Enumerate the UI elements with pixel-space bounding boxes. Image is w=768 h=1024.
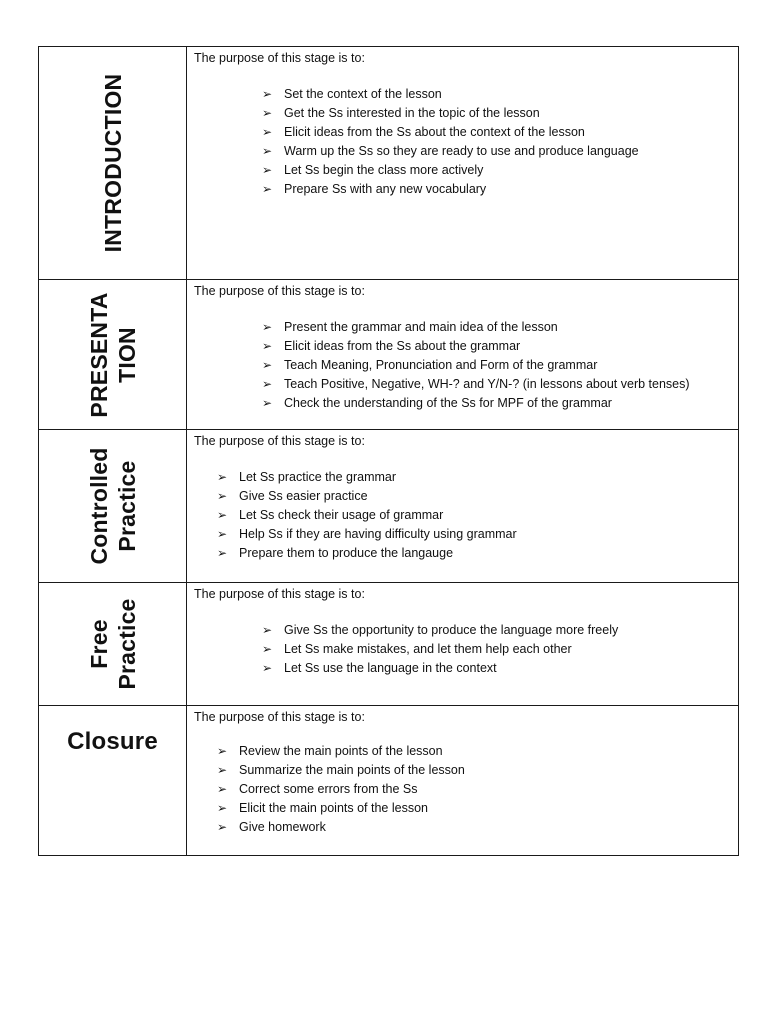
purpose-list	[262, 621, 618, 678]
list-item-text: Help Ss if they are having difficulty using grammar	[239, 527, 517, 541]
list-item-text: Review the main points of the lesson	[239, 744, 443, 758]
list-item-text: Let Ss use the language in the context	[284, 661, 497, 675]
stage-row-introduction	[39, 47, 739, 280]
list-item-text: Prepare them to produce the langauge	[239, 546, 454, 560]
arrowhead-bullet-icon: ➢	[262, 339, 273, 353]
list-item	[262, 621, 618, 640]
stage-label-line: Closure	[67, 728, 158, 755]
list-item-text: Warm up the Ss so they are ready to use and produce language	[284, 144, 639, 158]
list-item	[217, 818, 465, 837]
list-item	[262, 180, 639, 199]
arrowhead-bullet-icon: ➢	[262, 87, 273, 101]
list-item-text: Set the context of the lesson	[284, 87, 442, 101]
stage-label-cell	[39, 706, 187, 856]
list-item-text: Get the Ss interested in the topic of the lesson	[284, 106, 540, 120]
purpose-heading: The purpose of this stage is to:	[194, 587, 365, 601]
list-item	[217, 742, 465, 761]
list-item-text: Correct some errors from the Ss	[239, 782, 418, 796]
list-item	[217, 780, 465, 799]
arrowhead-bullet-icon: ➢	[217, 782, 228, 796]
stage-label-line: TION	[113, 326, 140, 383]
arrowhead-bullet-icon: ➢	[262, 358, 273, 372]
list-item	[217, 799, 465, 818]
arrowhead-bullet-icon: ➢	[262, 661, 273, 675]
list-item-text: Give homework	[239, 820, 326, 834]
stage-label-line: INTRODUCTION	[99, 73, 126, 253]
arrowhead-bullet-icon: ➢	[262, 396, 273, 410]
arrowhead-bullet-icon: ➢	[217, 546, 228, 560]
arrowhead-bullet-icon: ➢	[262, 642, 273, 656]
list-item-text: Let Ss practice the grammar	[239, 470, 397, 484]
list-item	[262, 85, 639, 104]
lesson-stages-table	[38, 46, 739, 856]
list-item	[217, 468, 517, 487]
arrowhead-bullet-icon: ➢	[217, 489, 228, 503]
list-item	[262, 356, 690, 375]
stage-label-cell	[39, 280, 187, 430]
list-item	[262, 394, 690, 413]
stage-row-presentation	[39, 280, 739, 430]
arrowhead-bullet-icon: ➢	[262, 182, 273, 196]
stage-content-cell	[187, 47, 739, 280]
arrowhead-bullet-icon: ➢	[262, 623, 273, 637]
list-item	[217, 487, 517, 506]
stage-label-line: Controlled	[85, 447, 112, 565]
list-item	[262, 104, 639, 123]
arrowhead-bullet-icon: ➢	[262, 377, 273, 391]
list-item-text: Summarize the main points of the lesson	[239, 763, 465, 777]
list-item-text: Give Ss easier practice	[239, 489, 368, 503]
list-item-text: Prepare Ss with any new vocabulary	[284, 182, 487, 196]
stage-content-cell	[187, 583, 739, 706]
list-item-text: Teach Positive, Negative, WH-? and Y/N-? (in lessons about verb tenses)	[284, 377, 690, 391]
stage-label-cell	[39, 430, 187, 583]
stage-row-closure	[39, 706, 739, 856]
list-item-text: Elicit ideas from the Ss about the context of the lesson	[284, 125, 585, 139]
list-item-text: Teach Meaning, Pronunciation and Form of the grammar	[284, 358, 598, 372]
arrowhead-bullet-icon: ➢	[217, 527, 228, 541]
stage-label	[85, 292, 141, 417]
stage-content-cell	[187, 280, 739, 430]
purpose-list	[262, 85, 639, 199]
list-item	[262, 161, 639, 180]
arrowhead-bullet-icon: ➢	[262, 163, 273, 177]
list-item-text: Let Ss make mistakes, and let them help each other	[284, 642, 572, 656]
arrowhead-bullet-icon: ➢	[262, 144, 273, 158]
list-item	[262, 375, 690, 394]
list-item-text: Elicit the main points of the lesson	[239, 801, 428, 815]
list-item-text: Let Ss begin the class more actively	[284, 163, 484, 177]
stage-label-line: Practice	[113, 598, 140, 690]
stage-label-cell	[39, 47, 187, 280]
purpose-list	[262, 318, 690, 413]
stage-label	[85, 598, 141, 689]
stage-row-free-practice	[39, 583, 739, 706]
arrowhead-bullet-icon: ➢	[217, 820, 228, 834]
list-item-text: Present the grammar and main idea of the lesson	[284, 320, 558, 334]
stage-label	[39, 728, 186, 756]
list-item-text: Give Ss the opportunity to produce the language more freely	[284, 623, 619, 637]
purpose-heading: The purpose of this stage is to:	[194, 710, 365, 724]
stage-content-cell	[187, 430, 739, 583]
list-item	[217, 544, 517, 563]
stage-label-line: Practice	[113, 460, 140, 552]
list-item-text: Check the understanding of the Ss for MPF of the grammar	[284, 396, 612, 410]
list-item	[217, 761, 465, 780]
list-item	[262, 318, 690, 337]
arrowhead-bullet-icon: ➢	[217, 470, 228, 484]
stage-label-line: Free	[85, 619, 112, 669]
list-item	[262, 337, 690, 356]
stage-label	[99, 74, 127, 253]
arrowhead-bullet-icon: ➢	[262, 320, 273, 334]
arrowhead-bullet-icon: ➢	[217, 763, 228, 777]
list-item	[217, 506, 517, 525]
purpose-heading: The purpose of this stage is to:	[194, 434, 365, 448]
list-item-text: Let Ss check their usage of grammar	[239, 508, 444, 522]
list-item-text: Elicit ideas from the Ss about the grammar	[284, 339, 521, 353]
purpose-heading: The purpose of this stage is to:	[194, 51, 365, 65]
stage-label-line: PRESENTA	[85, 291, 112, 418]
stage-label	[85, 448, 141, 565]
stage-content-cell	[187, 706, 739, 856]
list-item	[262, 659, 618, 678]
arrowhead-bullet-icon: ➢	[217, 801, 228, 815]
purpose-list	[217, 742, 465, 837]
purpose-list	[217, 468, 517, 563]
purpose-heading: The purpose of this stage is to:	[194, 284, 365, 298]
stage-row-controlled-practice	[39, 430, 739, 583]
list-item	[262, 640, 618, 659]
arrowhead-bullet-icon: ➢	[262, 125, 273, 139]
list-item	[217, 525, 517, 544]
arrowhead-bullet-icon: ➢	[217, 508, 228, 522]
arrowhead-bullet-icon: ➢	[262, 106, 273, 120]
stage-label-cell	[39, 583, 187, 706]
list-item	[262, 142, 639, 161]
arrowhead-bullet-icon: ➢	[217, 744, 228, 758]
list-item	[262, 123, 639, 142]
